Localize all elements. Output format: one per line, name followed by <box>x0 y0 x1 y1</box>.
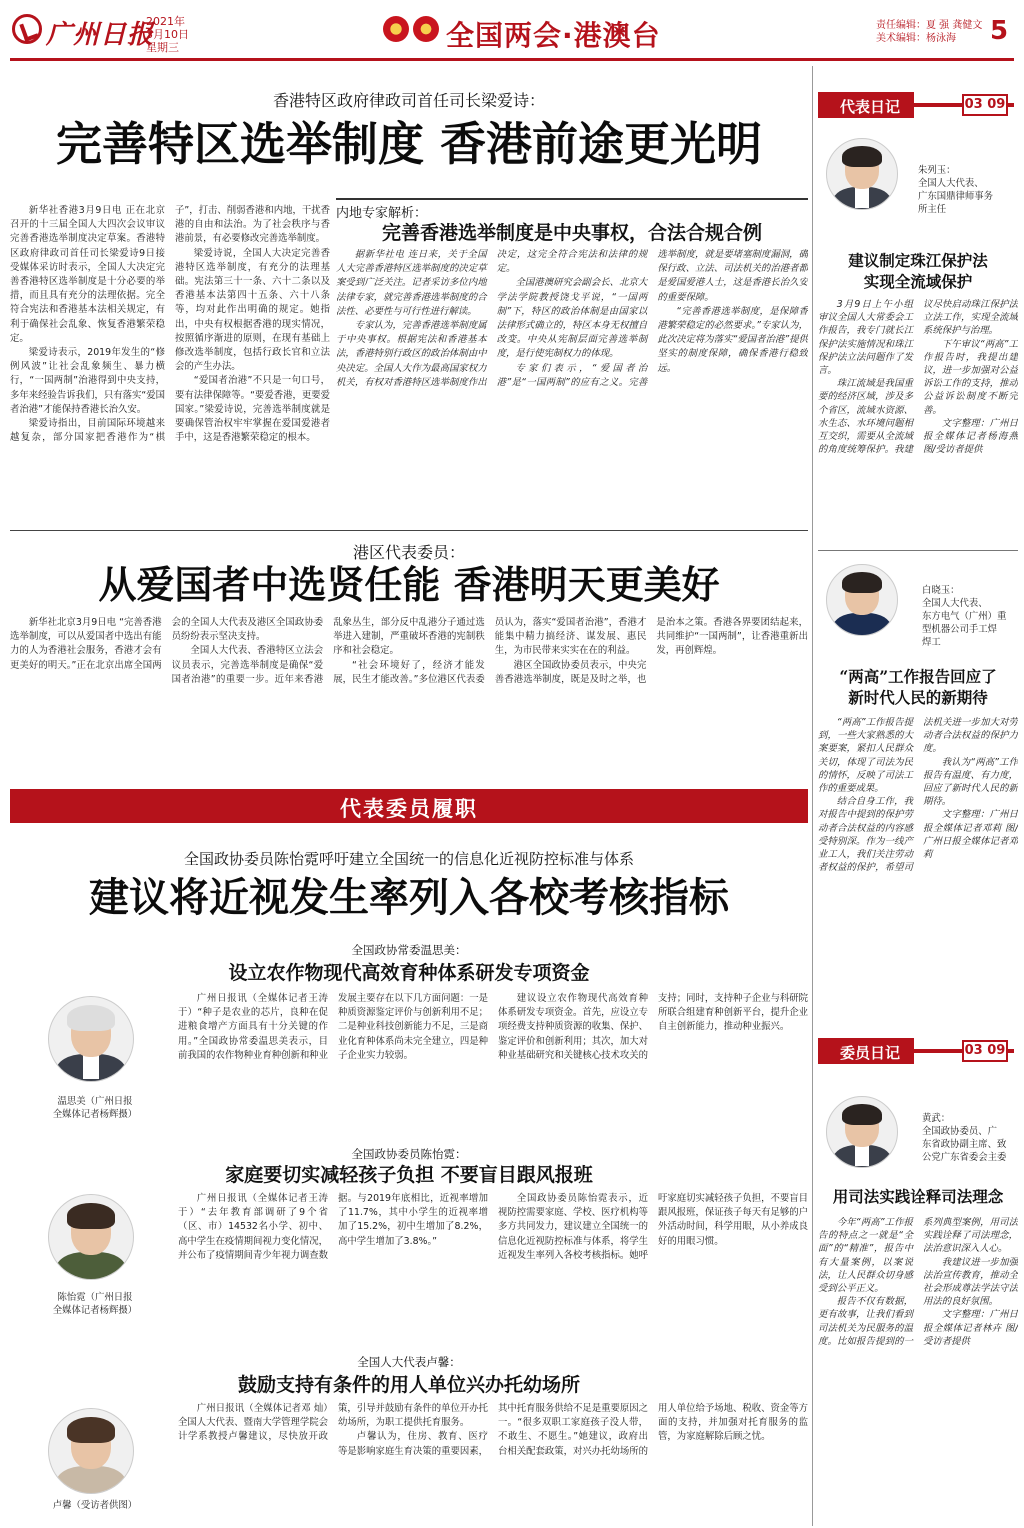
story1-sidebar-rule <box>336 198 808 200</box>
masthead-rule <box>10 58 1014 61</box>
story2-headline: 从爱国者中选贤任能 香港明天更美好 <box>98 562 720 607</box>
story1-kicker: 香港特区政府律政司首任司长梁爱诗： <box>272 91 545 110</box>
story4-kicker: 全国政协常委温思美： <box>351 943 467 957</box>
story1-body <box>10 204 330 504</box>
deputy-title-line: 型机器公司手工焊 <box>922 624 998 635</box>
diary-date-badge: 03 09 <box>962 1040 1008 1062</box>
side3-paragraph: 今年“两高”工作报告的特点之一就是“全面”的“精准”，报告中有大量案例，以案说法，让人民群众切身感受到公平正义。 <box>818 1217 913 1295</box>
member-title-line: 全国政协委员、广 <box>922 1126 998 1137</box>
story1-paragraph: 梁爱诗表示，2019年发生的“修例风波”让社会乱象频生、暴力横行，“一国两制”治港得到中央支持，多年来经验告诉我们，只有落实“爱国者治港”才能保持香港长治久安。 <box>10 347 165 415</box>
newspaper-logo-icon <box>12 14 42 44</box>
caption-line: 陈怡霓（广州日报 <box>57 1292 133 1303</box>
side1-paragraph: 珠江流域是我国重要的经济区域，涉及多个省区，流域水资源、水生态、水环境问题相互交织，需要从全流域的角度统筹保护。我建议尽快启动珠江保护法立法工作，实现全流域系统保护与治理。 <box>818 299 1018 456</box>
side3-paragraph: 我建议进一步加强法治宣传教育，推动全社会形成尊法学法守法用法的良好氛围。 <box>923 1256 1018 1308</box>
side2-headline <box>818 666 1018 708</box>
deputy-title-line: 广东国鼎律师事务 <box>918 191 994 202</box>
member-diary-label: 委员日记 <box>818 1038 914 1064</box>
story1-paragraph: 梁爱诗指出，目前国际环境越来越复杂，部分国家把香港作为“棋子”，打击、削弱香港和内地，干扰香港的自由和法治。为了社会秩序与香港前景，有必要修改完善选举制度。 <box>10 205 330 444</box>
side3-paragraph: 文字整理：广州日报全媒体记者林卉 图/受访者提供 <box>923 1309 1018 1347</box>
deputy-title-line: 全国人大代表、 <box>918 178 984 189</box>
side3-paragraph: 报告不仅有数据，更有故事，让我们看到司法机关为民服务的温度。比如报告提到的一系列典型案例，用司法实践诠释了司法理念，法治意识深入人心。 <box>818 1217 1018 1347</box>
story4-body <box>178 992 808 1134</box>
side1-paragraph: 3月9日上午小组审议全国人大常委会工作报告，我专门就长江保护法实施情况和珠江保护法立法问题作了发言。 <box>818 299 913 377</box>
side3-body <box>818 1216 1018 1522</box>
zhu-lieyu-intro <box>918 164 1018 216</box>
headline-line: 新时代人民的新期待 <box>848 688 988 707</box>
story6-headline: 鼓励支持有条件的用人单位兴办托幼场所 <box>237 1374 580 1396</box>
deputy-title-line: 全国人大代表、 <box>922 598 988 609</box>
art-editor-line: 美术编辑：杨泳海 <box>876 33 956 44</box>
story5-paragraph: 广州日报讯（全媒体记者王涛于）“去年教育部调研了9个省（区、市）14532名小学、初中、高中学生在疫情期间视力变化情况，并公布了疫情期间青少年视力调查数据。与2019年底相比，近视率增加了11.7%，其中小学生的近视率增加了15.2%，初中生增加了8.2%，高中学生增加了3.8%。” <box>178 1193 488 1261</box>
side1-headline <box>818 250 1018 292</box>
page-number: 5 <box>990 16 1009 46</box>
member-title-line: 公党广东省委会主委 <box>922 1152 1007 1163</box>
story2-body <box>10 616 808 772</box>
deputy-diary-label: 代表日记 <box>818 92 914 118</box>
story1-paragraph: 新华社香港3月9日电 正在北京召开的十三届全国人大四次会议审议完善香港选举制度决定草案。香港特区政府律政司首任司长梁爱诗9日接受媒体采访时表示，全国人大决定完善香港特区选举制度是十分必要的举措，而且具有充分的法理依据。完全符合宪法和香港基本法相关规定，有利于确保社会乱象、恢复香港繁荣稳定。 <box>10 205 165 344</box>
side2-paragraph: 结合自身工作，我对报告中提到的保护劳动者合法权益的内容感受特别深。作为一线产业工人，我们关注劳动者权益的保护，希望司法机关进一步加大对劳动者合法权益的保护力度。 <box>818 717 1018 874</box>
story4-headline: 设立农作物现代高效育种体系研发专项资金 <box>228 962 590 984</box>
issue-date <box>146 15 189 54</box>
story1-paragraph: 梁爱诗说，全国人大决定完善香港特区选举制度，有充分的法理基础。宪法第三十一条、六十二条以及香港基本法第四十五条、六十八条等，均对此作出明确的规定。她指出，中央有权根据香港的现实情况，按照循序渐进的原则，在现有基础上修改选举制度，包括行政长官和立法会的产生办法。 <box>175 247 330 373</box>
member-diary-tag <box>818 1036 1018 1066</box>
deputy-title-line: 东方电气（广州）重 <box>922 611 1007 622</box>
sidebar-paragraph: “完善香港选举制度，是保障香港繁荣稳定的必然要求。”专家认为，此次决定将为落实“爱国者治港”提供坚实的制度保障，确保香港行稳致远。 <box>657 305 808 374</box>
story6-paragraph: 卢馨认为，住房、教育、医疗等是影响家庭生育决策的重要因素，其中托育服务供给不足是重要原因之一。“很多双职工家庭孩子没人带，不敢生、不愿生。”她建议，政府出台相关配套政策，对兴办托幼场所的用人单位给予场地、税收、资金等方面的支持，并加强对托育服务的监管，为家庭解除后顾之忧。 <box>338 1403 808 1457</box>
newspaper-logo-text: 广州日报 <box>46 20 155 50</box>
deputy-name: 白晓玉： <box>922 585 960 596</box>
story2-paragraph: “社会环境好了，经济才能发展，民生才能改善。”多位港区代表委员认为，落实“爱国者治港”，香港才能集中精力搞经济、谋发展、惠民生，为市民带来实实在在的利益。 <box>333 617 647 685</box>
column-divider <box>812 66 813 1526</box>
headline-line: 建议制定珠江保护法 <box>848 251 988 270</box>
deputy-title-line: 焊工 <box>922 637 941 648</box>
editor-line: 责任编辑：夏 强 龚健文 <box>876 20 983 31</box>
story3-kicker: 全国政协委员陈怡霓呼吁建立全国统一的信息化近视防控标准与体系 <box>183 850 634 868</box>
chen-yini-portrait <box>48 1194 134 1280</box>
story1-sidebar-body <box>336 248 808 504</box>
sidebar-paragraph: 专家认为，完善香港选举制度属于中央事权。根据宪法和香港基本法，香港特别行政区的政治体制由中央决定。全国人大作为最高国家权力机关，有权对香港特区选举制度作出决定，这完全符合宪法和法律的规定。 <box>336 249 648 388</box>
side2-paragraph: 文字整理：广州日报全媒体记者邓莉 图/广州日报全媒体记者邓莉 <box>923 809 1018 861</box>
side2-paragraph: “两高”工作报告提到，一些大家熟悉的大案要案，紧扣人民群众关切，体现了司法为民的情怀，反映了司法工作的重要成果。 <box>818 717 913 795</box>
side2-body <box>818 716 1018 1016</box>
bai-xiaoyu-intro <box>922 584 1018 649</box>
member-name: 黄武： <box>922 1113 951 1124</box>
story6-paragraph: 广州日报讯（全媒体记者邓 灿）全国人大代表、暨南大学管理学院会计学系教授卢馨建议，尽快放开政策，引导并鼓励有条件的单位开办托幼场所，为职工提供托育服务。 <box>178 1403 489 1443</box>
section-banner-label: 代表委员履职 <box>340 796 478 821</box>
story2-paragraph: 全国人大代表、香港特区立法会议员表示，完善选举制度是确保“爱国者治港”的重要一步。近年来香港乱象丛生，部分反中乱港分子通过选举进入建制，严重破坏香港的宪制秩序和社会稳定。 <box>171 617 485 685</box>
huang-wu-portrait <box>826 1096 898 1168</box>
story6-kicker: 全国人大代表卢馨： <box>357 1355 461 1369</box>
caption-line: 全媒体记者杨辉摄） <box>52 1108 138 1120</box>
story5-body <box>178 1192 808 1342</box>
story2-paragraph: 港区全国政协委员表示，中央完善香港选举制度，既是及时之举，也是治本之策。香港各界要团结起来，共同维护“一国两制”，让香港重新出发，再创辉煌。 <box>494 617 808 685</box>
story1-sidebar-headline: 完善香港选举制度是中央事权，合法合规合例 <box>381 222 762 244</box>
huang-wu-intro <box>922 1112 1018 1164</box>
story6-body <box>178 1402 808 1524</box>
date-year: 2021年 <box>146 15 185 28</box>
date-day: 3月10日 <box>146 28 189 41</box>
story2-kicker: 港区代表委员： <box>352 543 465 562</box>
deputy-diary-tag <box>818 90 1018 120</box>
story1-paragraph: “爱国者治港”不只是一句口号，要有法律保障等。“要爱香港，更要爱国家。”梁爱诗说，完善选举制度就是要确保管治权牢牢掌握在爱国爱港者手中，这是香港繁荣稳定的根本。 <box>175 375 330 444</box>
member-title-line: 东省政协副主席、致 <box>922 1139 1007 1150</box>
headline-line: “两高”工作报告回应了 <box>839 667 997 686</box>
story2-paragraph: 新华社北京3月9日电 “完善香港选举制度，可以从爱国者中选出有能力的人为香港社会服务，香港才会有更美好的明天。”正在北京出席全国两会的全国人大代表及港区全国政协委员纷纷表示坚决支持。 <box>10 617 324 671</box>
story5-paragraph: 全国政协委员陈怡霓表示，近视防控需要家庭、学校、医疗机构等多方共同发力，建议建立全国统一的信息化近视防控标准与体系，将学生近视发生率列入各校考核指标。她呼吁家庭切实减轻孩子负担，不要盲目跟风报班，保证孩子每天有足够的户外活动时间，科学用眼，从小养成良好的用眼习惯。 <box>498 1193 808 1261</box>
lu-xin-portrait <box>48 1408 134 1494</box>
sidebar-paragraph: 全国港澳研究会副会长、北京大学法学院教授饶戈平说，“一国两制”下，特区的政治体制是由国家以法律形式确立的，特区本身无权擅自改变。中央从宪制层面完善选举制度，是行使宪制权力的体现。 <box>496 277 648 360</box>
npc-emblem-icon <box>383 16 409 42</box>
story4-paragraph: 广州日报讯（全媒体记者王涛 于）“种子是农业的芯片，良种在促进粮食增产方面具有十分关键的作用。”全国政协常委温思美表示，目前我国的农作物种业育种创新和种业发展主要存在以下几方面问题：一是种质资源鉴定评价与创新利用不足；二是种业科技创新能力不足，三是商业化育种体系尚未完全建立，四是种子企业实力较弱。 <box>178 993 489 1061</box>
zhu-lieyu-portrait <box>826 138 898 210</box>
story5-headline: 家庭要切实减轻孩子负担 不要盲目跟风报班 <box>225 1164 593 1186</box>
story3-headline: 建议将近视发生率列入各校考核指标 <box>89 874 729 921</box>
section-banner <box>10 789 808 823</box>
side3-headline: 用司法实践诠释司法理念 <box>832 1187 1004 1206</box>
side1-paragraph: 下午审议“两高”工作报告时，我提出建议，进一步加强对公益诉讼工作的支持，推动公益诉讼制度不断完善。 <box>923 338 1018 416</box>
sidebar-paragraph: 据新华社电 连日来，关于全国人大完善香港特区选举制度的决定草案受到广泛关注。记者采访多位内地法律专家，就完善香港选举制度的合法性、必要性与可行性进行解读。 <box>336 249 487 317</box>
diary-date-badge: 03 09 <box>962 94 1008 116</box>
date-weekday: 星期三 <box>146 41 179 54</box>
story5-kicker: 全国政协委员陈怡霓： <box>351 1147 467 1161</box>
lu-xin-caption: 卢馨（受访者供图） <box>52 1500 138 1511</box>
deputy-name: 朱列玉： <box>918 165 956 176</box>
side2-paragraph: 我认为“两高”工作报告有温度、有力度，回应了新时代人民的新期待。 <box>923 756 1018 808</box>
side-separator <box>818 550 1018 551</box>
story1-sidebar-kicker: 内地专家解析： <box>336 206 428 221</box>
deputy-title-line: 所主任 <box>918 204 947 215</box>
wen-simei-portrait <box>48 996 134 1082</box>
story2-rule <box>10 530 808 531</box>
wen-simei-caption <box>20 1096 170 1121</box>
cppcc-emblem-icon <box>413 16 439 42</box>
sidebar-paragraph: 专家们表示，“爱国者治港”是“一国两制”的应有之义。完善选举制度，就是要堵塞制度漏洞，确保行政、立法、司法机关的治港者都是爱国爱港人士，这是香港长治久安的重要保障。 <box>496 249 808 388</box>
story4-paragraph: 建议设立农作物现代高效育种体系研发专项资金。首先，应设立专项经费支持种质资源的收集、保护、鉴定评价和创新利用；其次，加大对种业基础研究和关键核心技术攻关的支持；同时，支持种子企业与科研院所联合组建育种创新平台，提升企业自主创新能力，推动种业振兴。 <box>498 993 808 1061</box>
caption-line: 温思美（广州日报 <box>57 1096 133 1107</box>
editor-credits <box>876 19 982 45</box>
section-title: 全国两会·港澳台 <box>446 19 661 52</box>
masthead <box>0 0 1024 62</box>
caption-line: 全媒体记者杨辉摄） <box>52 1304 138 1316</box>
story1-headline: 完善特区选举制度 香港前途更光明 <box>55 117 762 171</box>
bai-xiaoyu-portrait <box>826 564 898 636</box>
side1-body <box>818 298 1018 542</box>
headline-line: 实现全流域保护 <box>863 272 973 291</box>
side1-paragraph: 文字整理：广州日报全媒体记者杨海燕 图/受访者提供 <box>923 417 1018 456</box>
chen-yini-caption <box>20 1292 170 1317</box>
